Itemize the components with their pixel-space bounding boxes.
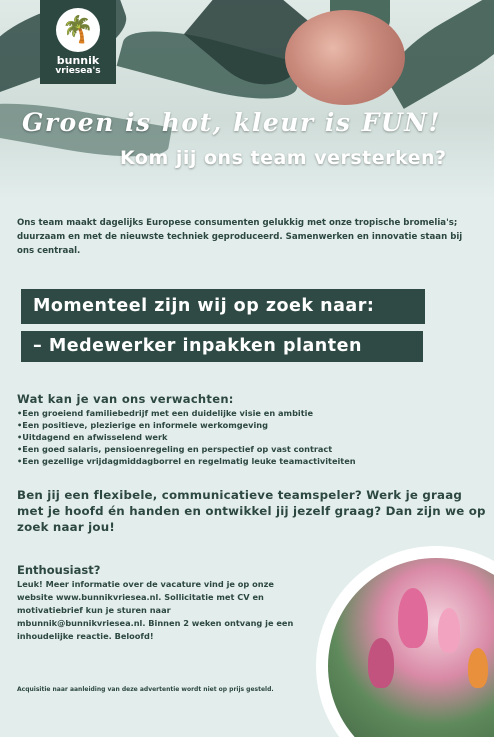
company-logo [40, 0, 116, 84]
intro-text: Ons team maakt dagelijks Europese consumenten gelukkig met onze tropische bromelia's; duurzaam en met de nieuwste techniek geproduceerd. Samenwerken en innovatie staan bij ons centraal. [17, 218, 463, 256]
list-item: •Een groeiend familiebedrijf met een duidelijke visie en ambitie [17, 408, 314, 418]
logo-line1: bunnik [56, 54, 100, 67]
enthusiast-title: Enthousiast? [17, 563, 101, 577]
flower-decoration [368, 638, 394, 688]
list-item: •Uitdagend en afwisselend werk [17, 432, 168, 442]
plant-photo [316, 546, 494, 737]
flower-decoration [468, 648, 488, 688]
flower-decoration [398, 588, 428, 648]
disclaimer: Acquisitie naar aanleiding van deze advertentie wordt niet op prijs gesteld. [17, 686, 274, 693]
expect-title: Wat kan je van ons verwachten: [17, 392, 234, 406]
headline-primary: Groen is hot, kleur is FUN! [22, 108, 441, 137]
palm-tree-icon: 🌴 [56, 8, 100, 52]
banner-looking-for: Momenteel zijn wij op zoek naar: [21, 289, 425, 324]
list-item: •Een goed salaris, pensioenregeling en perspectief op vast contract [17, 444, 333, 454]
flower-decoration [438, 608, 460, 653]
candidate-question: Ben jij een flexibele, communicatieve teamspeler? Werk je graag met je hoofd én handen en ontwikkel jij jezelf graag? Dan zijn we op zoek naar jou! [17, 488, 486, 534]
list-item: •Een gezellige vrijdagmiddagborrel en regelmatig leuke teamactiviteiten [17, 456, 356, 466]
pineapple-image [285, 10, 405, 105]
enthusiast-body: Leuk! Meer informatie over de vacature vind je op onze website www.bunnikvriesea.nl. Sollicitatie met CV en motivatiebrief kun je sturen naar mbunnik@bunnikvriesea.nl. Binnen 2 weken ontvang je een inhoudelijke reactie. Beloofd! [17, 579, 294, 641]
logo-line2: vriesea's [55, 66, 101, 76]
list-item: •Een positieve, plezierige en informele werkomgeving [17, 420, 268, 430]
expect-list [17, 407, 477, 467]
headline-secondary: Kom jij ons team versterken? [120, 147, 447, 169]
bromelia-image [328, 558, 494, 737]
banner-job-title: – Medewerker inpakken planten [21, 331, 423, 362]
hero-image [0, 0, 494, 200]
